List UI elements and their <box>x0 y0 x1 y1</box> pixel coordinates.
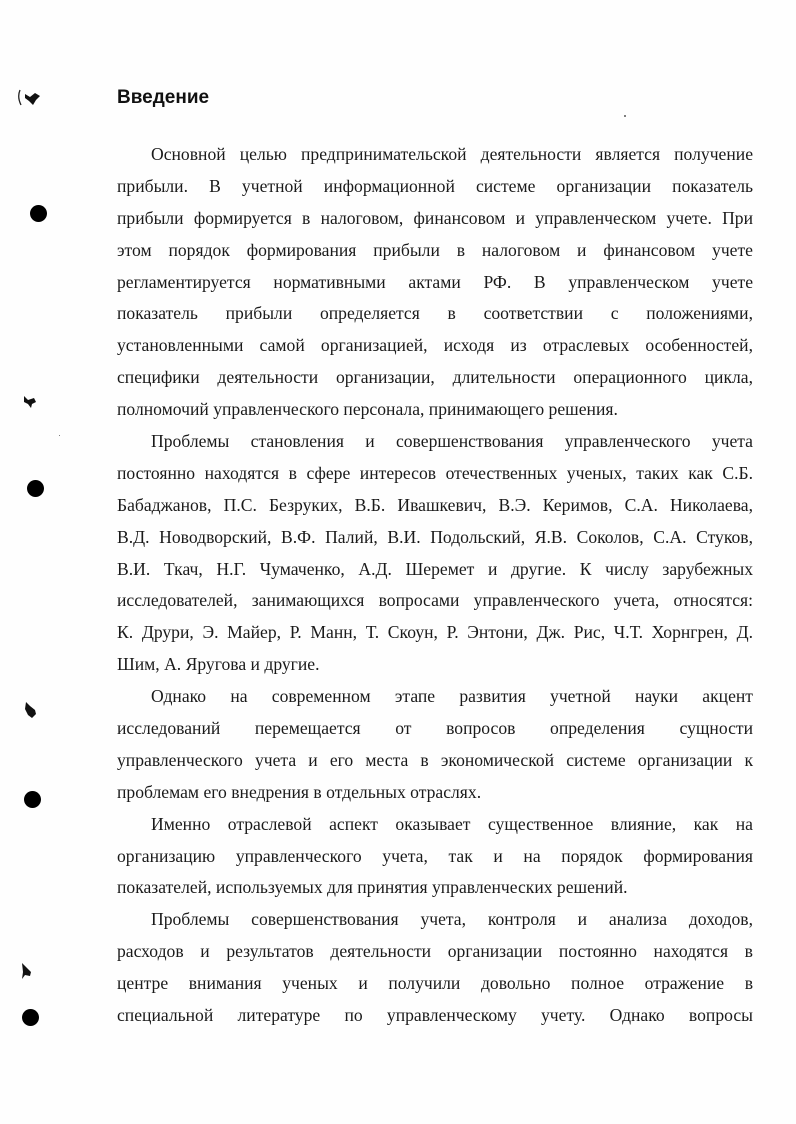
binding-blot-icon <box>17 88 43 108</box>
text-line: Именно отраслевой аспект оказывает существенное влияние, как на <box>151 813 753 834</box>
text-line: управленческого учета и его места в экономической системе организации к <box>117 749 753 770</box>
paragraph <box>117 431 753 686</box>
text-line: специфики деятельности организации, длительности операционного цикла, <box>117 367 753 388</box>
text-line: Проблемы становления и совершенствования управленческого учета <box>151 431 753 452</box>
binding-hole-icon <box>24 791 41 808</box>
text-line: показателей, используемых для принятия управленческих решений. <box>117 877 628 898</box>
paragraph <box>117 144 753 431</box>
text-line: полномочий управленческого персонала, принимающего решения. <box>117 399 618 420</box>
binding-hole-icon <box>22 1009 39 1026</box>
text-line: организацию управленческого учета, так и на порядок формирования <box>117 845 753 866</box>
binding-blot-icon <box>19 961 35 981</box>
text-line: Проблемы совершенствования учета, контроля и анализа доходов, <box>151 909 753 930</box>
binding-blot-icon <box>22 700 40 720</box>
text-line: Бабаджанов, П.С. Безруких, В.Б. Ивашкевич, В.Э. Керимов, С.А. Николаева, <box>117 494 753 515</box>
binding-hole-icon <box>30 205 47 222</box>
text-line: Однако на современном этапе развития учетной науки акцент <box>151 686 753 707</box>
text-line: расходов и результатов деятельности организации постоянно находятся в <box>117 941 753 962</box>
text-line: исследователей, занимающихся вопросами управленческого учета, относятся: <box>117 590 753 611</box>
scan-speck <box>624 115 626 117</box>
text-line: проблемам его внедрения в отдельных отраслях. <box>117 781 482 802</box>
text-line: прибыли формируется в налоговом, финансовом и управленческом учете. При <box>117 207 753 228</box>
binding-hole-icon <box>27 480 44 497</box>
text-line: В.И. Ткач, Н.Г. Чумаченко, А.Д. Шеремет и другие. К числу зарубежных <box>117 558 753 579</box>
text-line: К. Друри, Э. Майер, Р. Манн, Т. Скоун, Р. Энтони, Дж. Рис, Ч.Т. Хорнгрен, Д. <box>117 622 753 643</box>
paragraph <box>117 909 753 1037</box>
text-line: установленными самой организацией, исходя из отраслевых особенностей, <box>117 335 753 356</box>
text-line: Шим, А. Яругова и другие. <box>117 654 320 675</box>
text-line: специальной литературе по управленческому учету. Однако вопросы <box>117 1005 753 1026</box>
text-line: исследований перемещается от вопросов определения сущности <box>117 718 753 739</box>
text-line: постоянно находятся в сфере интересов отечественных ученых, таких как С.Б. <box>117 462 753 483</box>
text-line: этом порядок формирования прибыли в налоговом и финансовом учете <box>117 239 753 260</box>
binding-blot-icon <box>19 393 39 409</box>
text-line: Основной целью предпринимательской деятельности является получение <box>151 144 753 164</box>
text-line: регламентируется нормативными актами РФ. В управленческом учете <box>117 271 753 292</box>
body-text <box>117 144 753 1037</box>
paragraph <box>117 814 753 910</box>
scan-speck <box>59 435 60 436</box>
text-line: центре внимания ученых и получили довольно полное отражение в <box>117 973 753 994</box>
text-line: В.Д. Новодворский, В.Ф. Палий, В.И. Подольский, Я.В. Соколов, С.А. Стуков, <box>117 526 753 547</box>
text-line: показатель прибыли определяется в соответствии с положениями, <box>117 303 753 324</box>
paragraph <box>117 686 753 814</box>
text-line: прибыли. В учетной информационной системе организации показатель <box>117 175 753 196</box>
section-heading: Введение <box>117 87 210 108</box>
